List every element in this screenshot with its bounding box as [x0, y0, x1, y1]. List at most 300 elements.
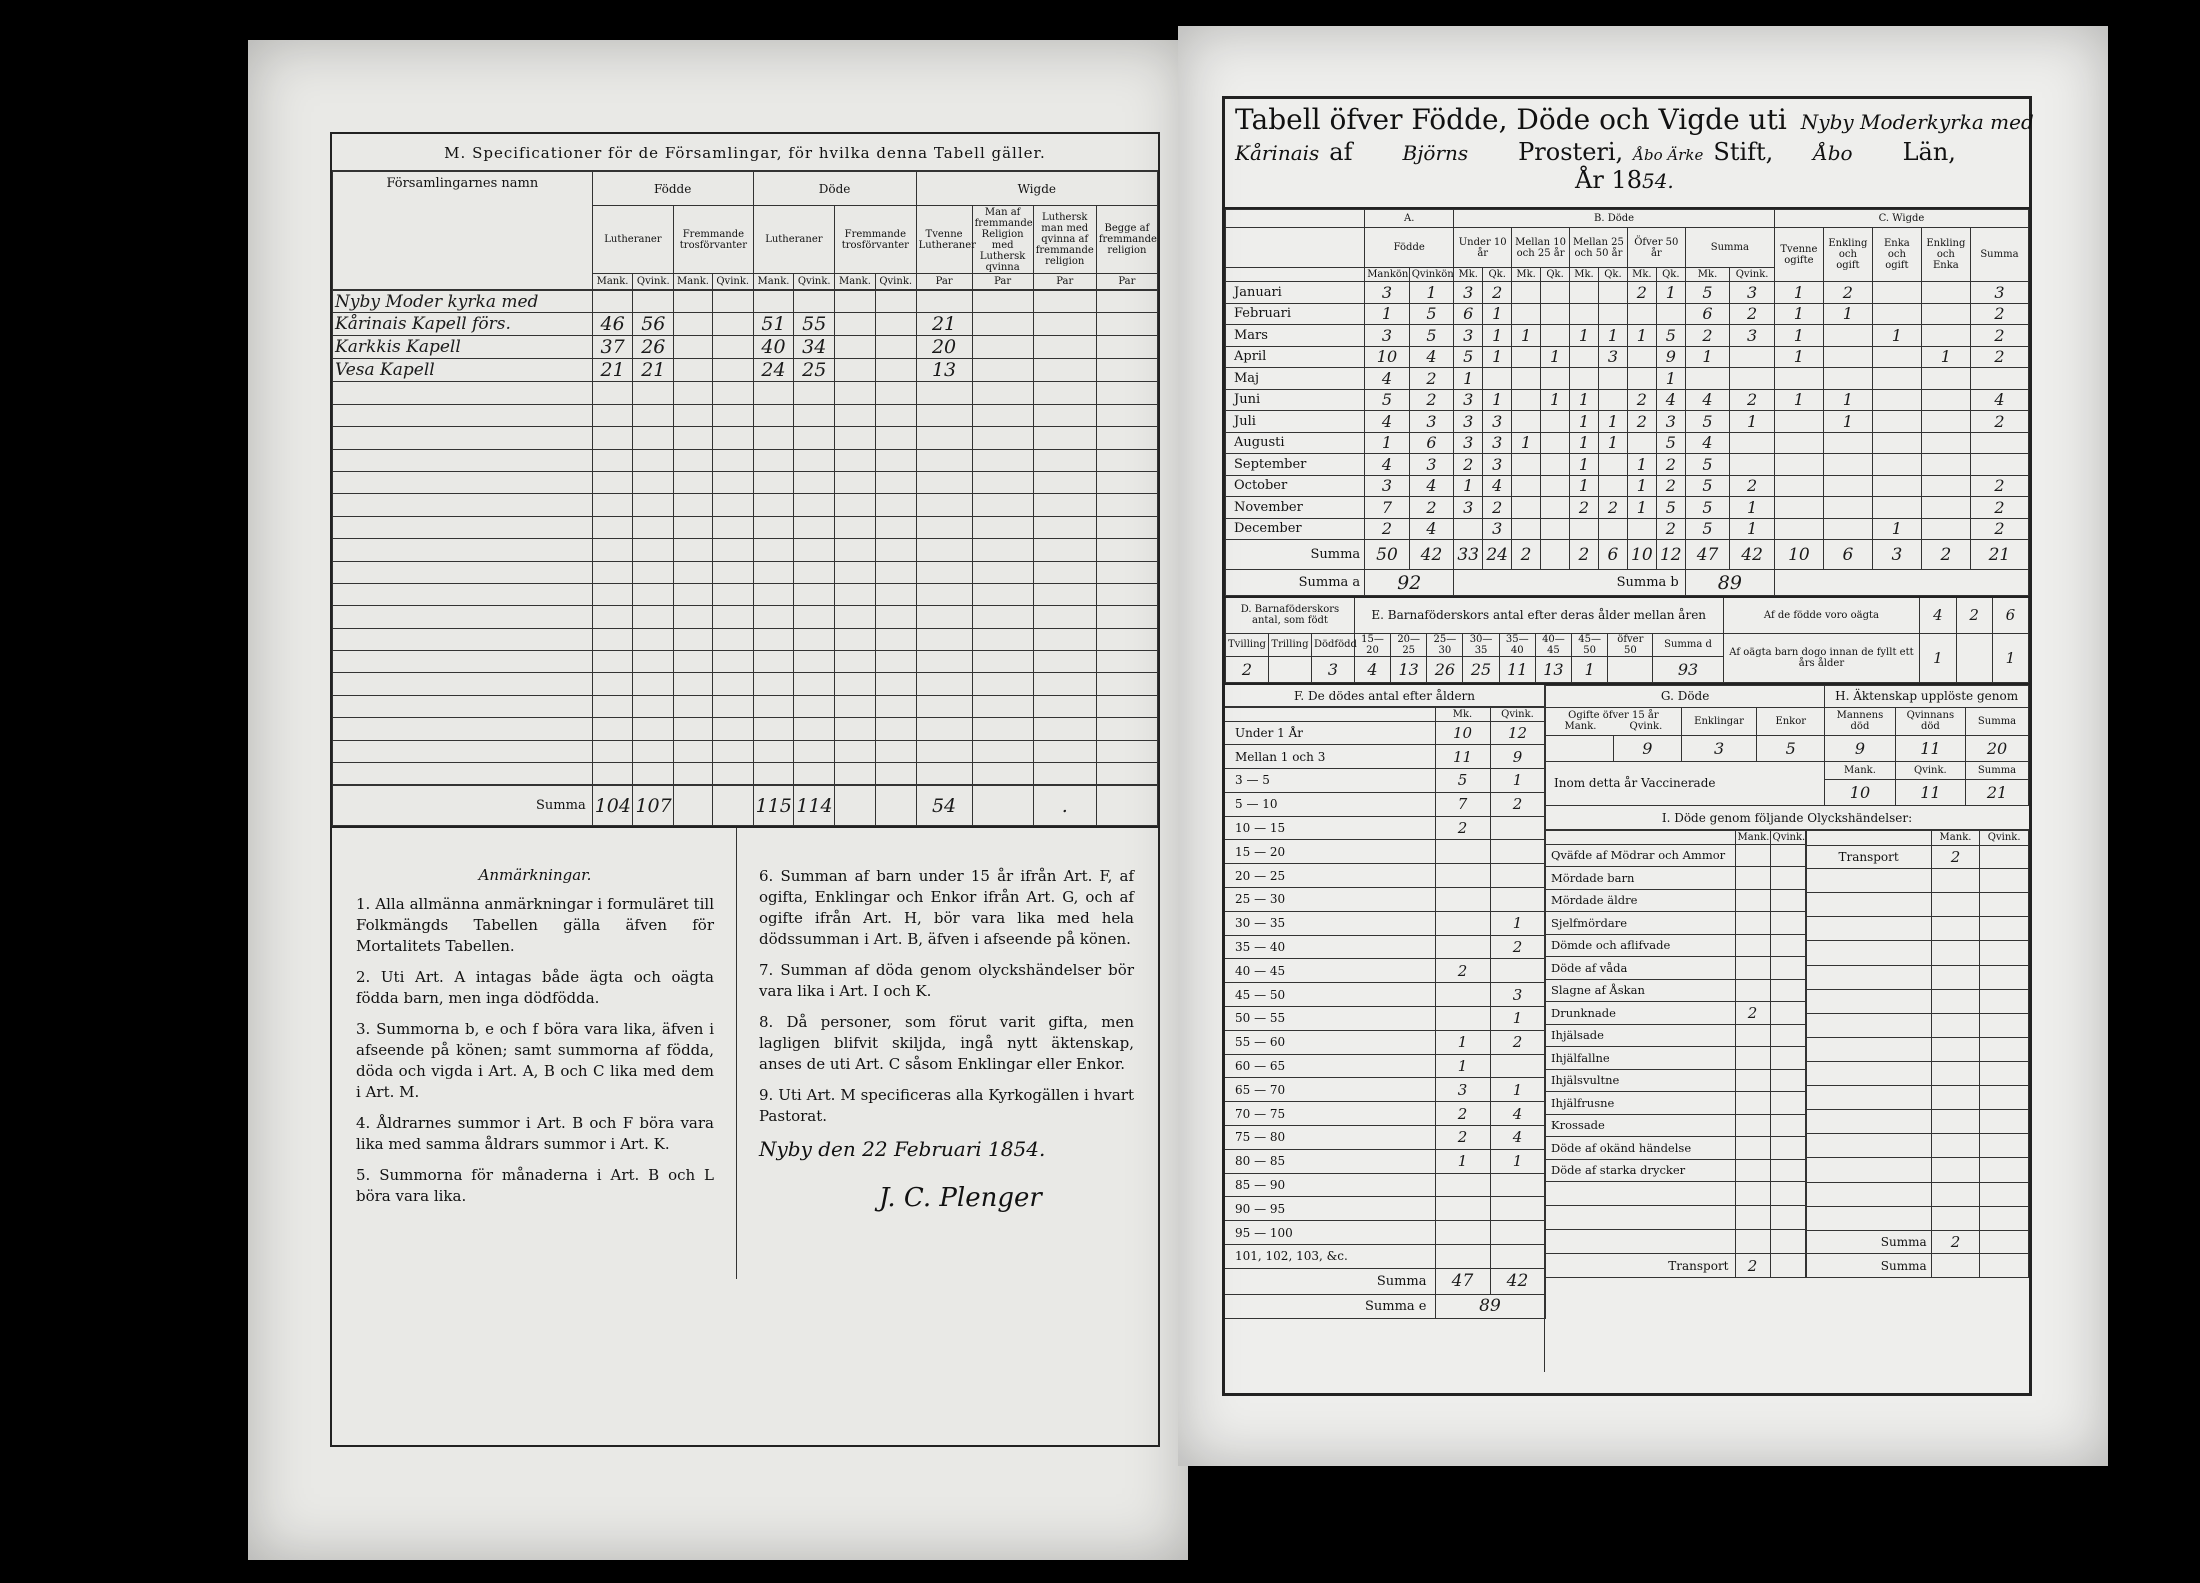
f-age-label: 40 — 45 [1225, 959, 1435, 983]
spec-row [333, 606, 1158, 628]
subhead-qvink: Qvink. [633, 274, 674, 290]
f-row [1225, 864, 1545, 888]
ghi-section [1545, 685, 2029, 1372]
f-row [1225, 1149, 1545, 1173]
month-value [1541, 454, 1570, 476]
month-value: 3 [1365, 325, 1410, 347]
i-cause-label: Ihjälsvultne [1545, 1069, 1735, 1092]
month-value: 2 [1970, 325, 2028, 347]
specification-table [332, 171, 1158, 290]
month-value: 2 [1409, 368, 1454, 390]
summa-wigde-tvenne: 54 [916, 786, 972, 826]
tabell-frame [1222, 96, 2032, 1396]
month-value [1541, 475, 1570, 497]
b-mellan2550: Mellan 25 och 50 år [1570, 228, 1628, 268]
month-value: 2 [1454, 454, 1483, 476]
month-row [1226, 475, 2029, 497]
month-value [1541, 411, 1570, 433]
abc-summa-value: 50 [1365, 540, 1410, 570]
month-value: 5 [1656, 325, 1685, 347]
month-value: 1 [1730, 411, 1775, 433]
abc-summa-value: 12 [1656, 540, 1685, 570]
f-value-mank [1435, 983, 1490, 1007]
month-row [1226, 497, 2029, 519]
subhead-mank: Mank. [592, 274, 633, 290]
f-age-label: 90 — 95 [1225, 1197, 1435, 1221]
note-3: 3. Summorna b, e och f böra vara lika, äfven i afseende på könen; samt summorna af födda, döda och vigda i Art. A, B och C lika med dem i Art. M. [356, 1020, 714, 1102]
vacc-val-mank: 10 [1825, 779, 1895, 805]
month-label: Januari [1226, 282, 1365, 304]
note-7: 7. Summan af döda genom olyckshändelser bör vara lika i Art. I och K. [759, 961, 1134, 1001]
spec-value: 21 [592, 359, 633, 382]
i-value-qvink [1770, 912, 1805, 935]
i-value-mank [1735, 912, 1770, 935]
f-row [1225, 840, 1545, 864]
abc-summa-value: 6 [1598, 540, 1627, 570]
i-blank-row [1806, 1182, 2029, 1206]
f-value-qvink: 4 [1490, 1102, 1545, 1126]
f-value-mank [1435, 935, 1490, 959]
f-value-mank [1435, 1173, 1490, 1197]
c-enkling-enka: Enkling och Enka [1921, 228, 1970, 282]
f-row [1225, 959, 1545, 983]
vacc-val-summa: 21 [1966, 779, 2029, 805]
month-value: 2 [1970, 411, 2028, 433]
d-val-trilling [1268, 656, 1311, 682]
signature-place: Nyby den 22 Februari 1854. [759, 1137, 1046, 1162]
month-value: 1 [1656, 368, 1685, 390]
month-value: 1 [1627, 475, 1656, 497]
month-value: 2 [1970, 497, 2028, 519]
f-age-label: Under 1 År [1225, 721, 1435, 745]
c-enkling-ogift: Enkling och ogift [1823, 228, 1872, 282]
f-value-qvink: 2 [1490, 1030, 1545, 1054]
de-table [1225, 596, 2029, 683]
i-value-qvink [1770, 867, 1805, 890]
f-value-qvink [1490, 840, 1545, 864]
i-blank-row [1806, 1086, 2029, 1110]
i-value-qvink [1770, 1092, 1805, 1115]
head-mk: Mk. [1454, 268, 1483, 282]
month-value [1823, 497, 1872, 519]
signature: J. C. Plenger [879, 1183, 1042, 1214]
month-value [1541, 497, 1570, 519]
month-value: 1 [1541, 389, 1570, 411]
spec-row [333, 313, 1158, 336]
spec-row [333, 628, 1158, 650]
month-value [1512, 303, 1541, 325]
month-value [1512, 497, 1541, 519]
f-row [1225, 1245, 1545, 1269]
vacc-label: Inom detta år Vaccinerade [1546, 761, 1825, 805]
d-col-tvilling: Tvilling [1226, 633, 1269, 656]
month-value [1541, 368, 1570, 390]
dode-lutheraner: Lutheraner [753, 206, 834, 274]
i-cause-label: Döde af okänd händelse [1545, 1137, 1735, 1160]
f-row [1225, 1007, 1545, 1031]
f-age-label: 35 — 40 [1225, 935, 1435, 959]
i-value-mank [1735, 957, 1770, 980]
tabell-title: Tabell öfver Födde, Döde och Vigde uti [1235, 103, 1787, 136]
f-summa-e-label: Summa e [1225, 1294, 1435, 1318]
f-row [1225, 745, 1545, 769]
f-age-label: 20 — 25 [1225, 864, 1435, 888]
month-value [1730, 346, 1775, 368]
abc-summa-value: 6 [1823, 540, 1872, 570]
i-transport-bottom: 2 [1735, 1254, 1770, 1278]
month-value [1921, 325, 1970, 347]
i-summa2-label: Summa [1806, 1254, 1931, 1278]
month-row [1226, 368, 2029, 390]
month-label: September [1226, 454, 1365, 476]
month-value: 1 [1454, 475, 1483, 497]
i-value-mank [1735, 1137, 1770, 1160]
e-val-4: 25 [1463, 656, 1499, 682]
month-value [1512, 518, 1541, 540]
i-summa: 2 [1931, 1230, 1980, 1254]
month-value: 2 [1730, 475, 1775, 497]
f-row [1225, 769, 1545, 793]
spec-value: 21 [633, 359, 674, 382]
spec-value: 51 [753, 313, 794, 336]
head-qk: Qk. [1598, 268, 1627, 282]
i-value-mank [1735, 1024, 1770, 1047]
f-value-qvink: 1 [1490, 1007, 1545, 1031]
month-value [1656, 303, 1685, 325]
i-right-col-mank: Mank. [1931, 830, 1980, 845]
month-value: 5 [1685, 411, 1730, 433]
month-value: 3 [1598, 346, 1627, 368]
specification-frame [330, 132, 1160, 1447]
specification-rows [332, 290, 1158, 785]
year-value: 54. [1641, 169, 1674, 193]
month-row [1226, 518, 2029, 540]
e-val-3: 26 [1427, 656, 1463, 682]
abc-summa-value: 42 [1730, 540, 1775, 570]
note-1: 1. Alla allmänna anmärkningar i formuläret till Folkmängds Tabellen gälla äfven för Mortalitets Tabellen. [356, 895, 714, 956]
g-col-mank: Mank. [1564, 721, 1597, 732]
month-value: 4 [1685, 432, 1730, 454]
month-value: 1 [1774, 325, 1823, 347]
month-value: 5 [1409, 303, 1454, 325]
month-value [1823, 475, 1872, 497]
i-row [1545, 1002, 1805, 1025]
f-value-qvink: 1 [1490, 769, 1545, 793]
i-row [1545, 889, 1805, 912]
i-blank-row [1806, 941, 2029, 965]
month-value [1685, 368, 1730, 390]
month-value [1627, 346, 1656, 368]
month-value: 1 [1921, 346, 1970, 368]
subhead-par: Par [1096, 274, 1157, 290]
f-value-qvink: 1 [1490, 1078, 1545, 1102]
month-value [1541, 303, 1570, 325]
month-value: 1 [1570, 432, 1599, 454]
month-row [1226, 303, 2029, 325]
f-value-mank: 1 [1435, 1054, 1490, 1078]
month-value: 1 [1774, 282, 1823, 304]
e-col-2: 20—25 [1391, 633, 1427, 656]
month-value [1921, 432, 1970, 454]
f-summa-label: Summa [1225, 1268, 1435, 1294]
line2-stift: Stift, [1713, 138, 1774, 166]
spec-row [333, 449, 1158, 471]
b-mellan1025: Mellan 10 och 25 år [1512, 228, 1570, 268]
i-cause-label: Ihjälsade [1545, 1024, 1735, 1047]
month-value: 4 [1365, 368, 1410, 390]
e-col-summa: Summa d [1653, 633, 1723, 656]
summa-a-value: 92 [1365, 570, 1454, 596]
subhead-mank: Mank. [835, 274, 876, 290]
spec-value: 37 [592, 336, 633, 359]
abc-summa-value: 2 [1921, 540, 1970, 570]
month-value [1541, 325, 1570, 347]
spec-value [633, 291, 674, 313]
f-value-mank [1435, 1007, 1490, 1031]
month-value: 3 [1409, 411, 1454, 433]
line2-prosteri: Prosteri, [1518, 138, 1624, 166]
month-row [1226, 325, 2029, 347]
month-value: 2 [1970, 303, 2028, 325]
month-value [1823, 454, 1872, 476]
i-value-mank [1735, 934, 1770, 957]
month-label: Mars [1226, 325, 1365, 347]
i-value-mank [1735, 867, 1770, 890]
dode-fremmande: Fremmande trosförvanter [835, 206, 916, 274]
month-value: 1 [1598, 411, 1627, 433]
month-value [1570, 303, 1599, 325]
head-mk: Mk. [1627, 268, 1656, 282]
f-value-mank: 2 [1435, 1102, 1490, 1126]
abc-summa-value: 24 [1483, 540, 1512, 570]
i-row [1545, 1092, 1805, 1115]
month-label: Juli [1226, 411, 1365, 433]
month-value: 3 [1970, 282, 2028, 304]
month-value [1627, 432, 1656, 454]
g-col-qvink: Qvink. [1629, 721, 1663, 732]
f-age-label: 65 — 70 [1225, 1078, 1435, 1102]
month-value: 5 [1685, 282, 1730, 304]
col-names-header: Församlingarnes namn [333, 172, 593, 290]
f-value-qvink: 2 [1490, 792, 1545, 816]
title-parish: Nyby Moderkyrka med [1800, 110, 2034, 134]
abc-summa-value: 10 [1627, 540, 1656, 570]
month-value: 1 [1685, 346, 1730, 368]
i-value-qvink [1770, 1159, 1805, 1182]
f-title: F. De dödes antal efter åldern [1225, 685, 1544, 707]
f-value-mank [1435, 1221, 1490, 1245]
line2-parish: Kårinais [1235, 141, 1320, 165]
lower-section [1225, 683, 2029, 1372]
subhead-mank: Mank. [674, 274, 713, 290]
month-value: 3 [1656, 411, 1685, 433]
b-label: B. Döde [1454, 210, 1775, 228]
month-value [1774, 411, 1823, 433]
month-value: 1 [1483, 389, 1512, 411]
head-mk: Mk. [1685, 268, 1730, 282]
i-cause-label: Ihjälfrusne [1545, 1092, 1735, 1115]
wigde-luthersk-man: Luthersk man med qvinna af fremmande religion [1033, 206, 1096, 274]
month-value [1598, 518, 1627, 540]
month-value [1823, 518, 1872, 540]
i-cause-label: Dömde och aflifvade [1545, 934, 1735, 957]
f-rows [1225, 721, 1545, 1268]
summa-label: Summa [333, 786, 593, 826]
parish-name: Karkkis Kapell [333, 336, 593, 359]
f-value-mank [1435, 840, 1490, 864]
e-val-summa: 93 [1653, 656, 1723, 682]
c-label: C. Wigde [1774, 210, 2028, 228]
spec-row [333, 471, 1158, 493]
month-value: 2 [1730, 389, 1775, 411]
i-cause-label: Mördade barn [1545, 867, 1735, 890]
h-col-mannens: Mannens död [1825, 707, 1895, 735]
specification-title: M. Specificationer för de Församlingar, för hvilka denna Tabell gäller. [332, 134, 1158, 171]
month-value: 1 [1570, 389, 1599, 411]
abc-summa-value: 3 [1872, 540, 1921, 570]
f-value-mank: 10 [1435, 721, 1490, 745]
month-value: 1 [1774, 303, 1823, 325]
i-row [1545, 912, 1805, 935]
parish-name: Kårinais Kapell förs. [333, 313, 593, 336]
month-value: 4 [1970, 389, 2028, 411]
month-value [1823, 368, 1872, 390]
month-label: Februari [1226, 303, 1365, 325]
right-page [1178, 26, 2108, 1466]
month-value: 2 [1656, 475, 1685, 497]
i-blank-row [1806, 1158, 2029, 1182]
note-2: 2. Uti Art. A intagas både ägta och oägta födda barn, men inga dödfödda. [356, 968, 714, 1008]
i-cause-label: Mördade äldre [1545, 889, 1735, 912]
i-value-qvink [1770, 889, 1805, 912]
month-value [1921, 411, 1970, 433]
i-row [1545, 844, 1805, 867]
f-summa-m: 47 [1435, 1268, 1490, 1294]
note-6: 6. Summan af barn under 15 år ifrån Art. F, af ogifta, Enklingar och Enkor ifrån Art. G, och af ogifte ifrån Art. H, bör vara lika med hela dödssumman i Art. B, äfven i afseende på könen. [759, 867, 1134, 949]
f-age-label: 5 — 10 [1225, 792, 1435, 816]
i-cause-label: Sjelfmördare [1545, 912, 1735, 935]
i-value-qvink [1770, 957, 1805, 980]
month-value: 1 [1365, 303, 1410, 325]
month-value [1921, 282, 1970, 304]
i-right-table [1806, 830, 2030, 1279]
f-value-mank: 7 [1435, 792, 1490, 816]
d-col-trilling: Trilling [1268, 633, 1311, 656]
month-value [1921, 497, 1970, 519]
abc-summa-value: 2 [1512, 540, 1541, 570]
f-row [1225, 1078, 1545, 1102]
spec-row [333, 494, 1158, 516]
i-value-mank [1735, 844, 1770, 867]
line2-prosteri-name: Björns [1402, 141, 1469, 165]
month-value: 2 [1627, 282, 1656, 304]
summa-fodde-mank: 104 [592, 786, 633, 826]
month-value: 1 [1512, 432, 1541, 454]
abc-summa-value: 21 [1970, 540, 2028, 570]
i-blank-row [1806, 989, 2029, 1013]
i-cause-label: Döde af starka drycker [1545, 1159, 1735, 1182]
i-value-qvink [1770, 979, 1805, 1002]
e-col-8: öfver 50 [1608, 633, 1653, 656]
f-value-mank: 3 [1435, 1078, 1490, 1102]
i-row [1545, 1047, 1805, 1070]
wigde-tvenne: Tvenne Lutheraner [916, 206, 972, 274]
month-value: 2 [1970, 475, 2028, 497]
month-value: 1 [1454, 368, 1483, 390]
i-blank-row [1806, 965, 2029, 989]
spec-row [333, 359, 1158, 382]
month-value [1921, 518, 1970, 540]
e-title: E. Barnaföderskors antal efter deras ålder mellan åren [1354, 597, 1723, 633]
month-value: 1 [1483, 346, 1512, 368]
d-val-dodfodd: 3 [1311, 656, 1354, 682]
month-value: 1 [1627, 454, 1656, 476]
i-blank-row [1806, 1061, 2029, 1085]
g-col-enkor: Enkor [1757, 707, 1825, 735]
fodde-lutheraner: Lutheraner [592, 206, 673, 274]
spec-value: 13 [916, 359, 972, 382]
a-fodde: Födde [1365, 228, 1454, 268]
month-value: 2 [1627, 411, 1656, 433]
f-row [1225, 1197, 1545, 1221]
i-rows [1545, 844, 1805, 1182]
i-row [1545, 1024, 1805, 1047]
specification-summa-row [332, 785, 1158, 826]
spec-value [916, 291, 972, 313]
month-value: 3 [1483, 518, 1512, 540]
e-col-4: 30—35 [1463, 633, 1499, 656]
note-9: 9. Uti Art. M specificeras alla Kyrkogällen i hvart Pastorat. [759, 1086, 1134, 1126]
wigde-man-fremmande: Man af fremmande Religion med Luthersk qvinna [972, 206, 1033, 274]
month-value [1823, 432, 1872, 454]
i-cause-label: Krossade [1545, 1114, 1735, 1137]
month-value: 4 [1483, 475, 1512, 497]
month-value [1872, 475, 1921, 497]
otj-title-2: Af oägta barn dogo innan de fyllt ett års ålder [1723, 633, 1920, 682]
f-value-qvink [1490, 1173, 1545, 1197]
d-col-dodfodd: Dödfödd [1311, 633, 1354, 656]
otj-title-1: Af de födde voro oägta [1723, 597, 1920, 633]
i-row [1545, 979, 1805, 1002]
month-value [1598, 389, 1627, 411]
i-blank-row [1806, 917, 2029, 941]
month-value: 4 [1656, 389, 1685, 411]
month-value: 2 [1483, 497, 1512, 519]
f-value-mank [1435, 1245, 1490, 1269]
e-val-8 [1608, 656, 1653, 682]
month-value [1570, 368, 1599, 390]
i-value-qvink [1770, 1002, 1805, 1025]
f-age-label: 80 — 85 [1225, 1149, 1435, 1173]
c-summa: Summa [1970, 228, 2028, 282]
month-label: Augusti [1226, 432, 1365, 454]
subhead-par: Par [972, 274, 1033, 290]
f-row [1225, 1030, 1545, 1054]
fodde-fremmande: Fremmande trosförvanter [674, 206, 753, 274]
f-value-qvink: 3 [1490, 983, 1545, 1007]
month-value [1921, 475, 1970, 497]
month-value [1872, 303, 1921, 325]
f-col-mank: Mk. [1435, 707, 1490, 721]
month-row [1226, 454, 2029, 476]
subhead-par: Par [916, 274, 972, 290]
month-value [1454, 518, 1483, 540]
month-value: 5 [1409, 325, 1454, 347]
i-cause-label: Slagne af Åskan [1545, 979, 1735, 1002]
i-value-mank [1735, 979, 1770, 1002]
abc-summa-value: 10 [1774, 540, 1823, 570]
month-value: 2 [1685, 325, 1730, 347]
